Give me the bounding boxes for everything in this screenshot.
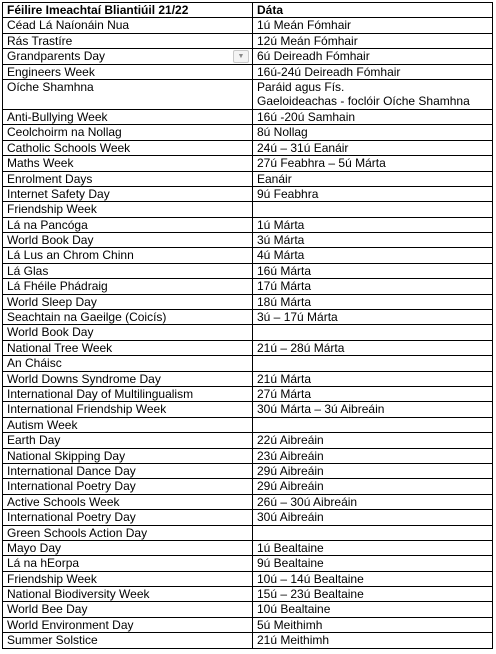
dropdown-arrow-icon[interactable]: ▼ [233,50,249,63]
date-cell[interactable] [253,340,493,355]
event-cell[interactable] [3,279,253,294]
date-text: 26ú – 30ú Aibreáin [257,494,358,509]
table-row [3,510,493,525]
event-cell[interactable] [3,540,253,555]
date-text: 21ú – 28ú Márta [257,340,345,355]
event-cell[interactable] [3,109,253,124]
event-cell[interactable] [3,448,253,463]
event-name: Friendship Week [7,571,97,586]
event-cell[interactable] [3,49,253,64]
event-name: Lá Fhéile Phádraig [7,279,108,294]
date-text: 30ú Aibreáin [257,510,324,525]
date-cell[interactable] [253,417,493,432]
table-row [3,340,493,355]
event-cell[interactable] [3,417,253,432]
header-date: Dáta [253,3,493,18]
event-cell[interactable] [3,633,253,648]
table-row [3,325,493,340]
date-text: 8ú Nollag [257,125,308,140]
event-name: Green Schools Action Day [7,525,148,540]
date-cell[interactable] [253,156,493,171]
event-name: World Book Day [7,325,94,340]
event-cell[interactable] [3,263,253,278]
event-name: World Bee Day [7,602,88,617]
date-cell[interactable] [253,248,493,263]
date-cell[interactable] [253,263,493,278]
header-row [3,3,493,18]
date-text: 10ú – 14ú Bealtaine [257,571,364,586]
table-row [3,617,493,632]
event-name: Oíche Shamhna [7,79,94,94]
date-text: 15ú – 23ú Bealtaine [257,587,364,602]
event-name: Lá na Pancóga [7,217,88,232]
date-cell[interactable] [253,494,493,509]
event-name: World Sleep Day [7,294,97,309]
date-cell[interactable] [253,402,493,417]
date-cell[interactable] [253,633,493,648]
event-name: Autism Week [7,417,78,432]
event-cell[interactable] [3,125,253,140]
table-row [3,587,493,602]
table-row [3,479,493,494]
date-text: 3ú Márta [257,233,305,248]
event-name: Engineers Week [7,64,95,79]
table-row [3,33,493,48]
date-cell[interactable] [253,510,493,525]
date-text: 6ú Deireadh Fómhair [257,49,370,64]
event-cell[interactable] [3,33,253,48]
table-row [3,140,493,155]
date-cell[interactable] [253,325,493,340]
date-text: 27ú Márta [257,386,312,401]
date-cell[interactable] [253,371,493,386]
event-name: Mayo Day [7,540,62,555]
table-row [3,602,493,617]
table-row [3,433,493,448]
event-name: Céad Lá Naíonáin Nua [7,18,130,33]
event-cell[interactable] [3,556,253,571]
table-row [3,571,493,586]
event-cell[interactable] [3,233,253,248]
event-name: An Cháisc [7,356,62,371]
table-row [3,417,493,432]
event-cell[interactable] [3,202,253,217]
date-text: 22ú Aibreáin [257,433,324,448]
event-cell[interactable] [3,402,253,417]
date-cell[interactable] [253,109,493,124]
date-cell[interactable] [253,587,493,602]
event-cell[interactable] [3,171,253,186]
event-name: Grandparents Day [7,49,106,64]
date-cell[interactable] [253,125,493,140]
event-name: Active Schools Week [7,494,120,509]
event-name: Anti-Bullying Week [7,109,108,124]
date-text: 9ú Bealtaine [257,556,324,571]
event-name: National Biodiversity Week [7,587,150,602]
event-cell[interactable] [3,479,253,494]
table-row [3,186,493,201]
event-name: World Downs Syndrome Day [7,371,161,386]
table-row [3,279,493,294]
date-cell[interactable] [253,64,493,79]
date-cell[interactable] [253,540,493,555]
event-name: Rás Trastíre [7,33,73,48]
event-name: Seachtain na Gaeilge (Coicís) [7,310,167,325]
table-row [3,556,493,571]
event-cell[interactable] [3,340,253,355]
event-cell[interactable] [3,217,253,232]
table-row [3,633,493,648]
event-cell[interactable] [3,371,253,386]
date-text: 5ú Meithimh [257,617,323,632]
date-text: 10ú Bealtaine [257,602,331,617]
date-cell[interactable] [253,140,493,155]
table-row [3,64,493,79]
date-text: 16ú -20ú Samhain [257,109,356,124]
event-name: Enrolment Days [7,171,93,186]
event-name: National Skipping Day [7,448,126,463]
event-cell[interactable] [3,248,253,263]
table-row [3,171,493,186]
table-row [3,386,493,401]
event-name: International Poetry Day [7,510,136,525]
date-text: 23ú Aibreáin [257,448,324,463]
date-cell[interactable] [253,217,493,232]
event-name: Catholic Schools Week [7,140,131,155]
date-text: 27ú Feabhra – 5ú Márta [257,156,386,171]
date-cell[interactable] [253,479,493,494]
date-text: 3ú – 17ú Márta [257,310,338,325]
table-row [3,156,493,171]
event-cell[interactable] [3,433,253,448]
event-cell[interactable] [3,494,253,509]
date-cell[interactable] [253,202,493,217]
table-row [3,294,493,309]
event-name: Friendship Week [7,202,97,217]
event-name: World Environment Day [7,617,134,632]
table-row [3,525,493,540]
date-cell[interactable] [253,356,493,371]
event-name: International Friendship Week [7,402,167,417]
date-text: 29ú Aibreáin [257,463,324,478]
event-cell[interactable] [3,156,253,171]
date-text: Gaeloideachas - foclóir Oíche Shamhna [257,93,470,108]
table-row [3,494,493,509]
event-name: Maths Week [7,156,74,171]
event-cell[interactable] [3,186,253,201]
date-cell[interactable] [253,18,493,33]
date-text: 21ú Márta [257,371,312,386]
table-row [3,202,493,217]
date-cell[interactable] [253,279,493,294]
event-cell[interactable] [3,294,253,309]
date-cell[interactable] [253,171,493,186]
table-row [3,540,493,555]
table-row [3,448,493,463]
date-text: 24ú – 31ú Eanáir [257,140,349,155]
date-cell[interactable] [253,571,493,586]
date-cell[interactable] [253,33,493,48]
event-name: Ceolchoirm na Nollag [7,125,122,140]
table-row [3,125,493,140]
table-row [3,79,493,109]
date-text: 16ú Márta [257,263,312,278]
date-text: 18ú Márta [257,294,312,309]
event-name: Lá na hEorpa [7,556,80,571]
table-row [3,263,493,278]
event-cell[interactable] [3,310,253,325]
date-cell[interactable] [253,448,493,463]
event-cell[interactable] [3,386,253,401]
date-cell[interactable] [253,233,493,248]
date-cell[interactable] [253,49,493,64]
date-text: 1ú Bealtaine [257,540,324,555]
event-cell[interactable] [3,510,253,525]
table-row [3,18,493,33]
date-cell[interactable] [253,186,493,201]
event-cell[interactable] [3,64,253,79]
date-text: 30ú Márta – 3ú Aibreáin [257,402,385,417]
event-cell[interactable] [3,602,253,617]
event-cell[interactable] [3,79,253,109]
event-cell[interactable] [3,356,253,371]
date-text: 4ú Márta [257,248,305,263]
date-cell[interactable] [253,294,493,309]
date-cell[interactable] [253,602,493,617]
date-text: 16ú-24ú Deireadh Fómhair [257,64,401,79]
date-text: 17ú Márta [257,279,312,294]
event-cell[interactable] [3,18,253,33]
date-text: 12ú Meán Fómhair [257,33,358,48]
table-row [3,310,493,325]
event-name: International Day of Multilingualism [7,386,194,401]
event-cell[interactable] [3,587,253,602]
date-cell[interactable] [253,433,493,448]
event-name: National Tree Week [7,340,113,355]
event-name: Internet Safety Day [7,186,110,201]
event-cell[interactable] [3,140,253,155]
event-name: Lá Glas [7,263,49,278]
event-cell[interactable] [3,525,253,540]
date-text: 1ú Meán Fómhair [257,18,352,33]
date-text: 21ú Meithimh [257,633,330,648]
table-body [3,18,493,648]
date-cell[interactable] [253,617,493,632]
date-cell[interactable] [253,386,493,401]
event-name: World Book Day [7,233,94,248]
event-name: International Dance Day [7,463,136,478]
table-row [3,371,493,386]
header-event: Féilire Imeachtaí Bliantiúil 21/22 [3,3,253,18]
table-row [3,109,493,124]
date-text: Paráid agus Fís. [257,79,345,94]
date-text: Eanáir [257,171,292,186]
event-cell[interactable] [3,325,253,340]
date-cell[interactable] [253,79,493,109]
event-name: Summer Solstice [7,633,98,648]
date-cell[interactable] [253,556,493,571]
event-name: International Poetry Day [7,479,136,494]
table-row [3,233,493,248]
event-cell[interactable] [3,571,253,586]
date-cell[interactable] [253,463,493,478]
event-name: Lá Lus an Chrom Chinn [7,248,134,263]
table-row [3,217,493,232]
date-cell[interactable] [253,310,493,325]
table-row [3,463,493,478]
table-row [3,248,493,263]
table-row [3,356,493,371]
table-row [3,49,493,64]
event-cell[interactable] [3,617,253,632]
table-row [3,402,493,417]
date-text: 29ú Aibreáin [257,479,324,494]
date-text: 9ú Feabhra [257,186,319,201]
event-cell[interactable] [3,463,253,478]
date-text: 1ú Márta [257,217,305,232]
events-calendar-table [2,2,493,649]
event-name: Earth Day [7,433,61,448]
events-calendar-sheet [2,2,493,649]
date-cell[interactable] [253,525,493,540]
